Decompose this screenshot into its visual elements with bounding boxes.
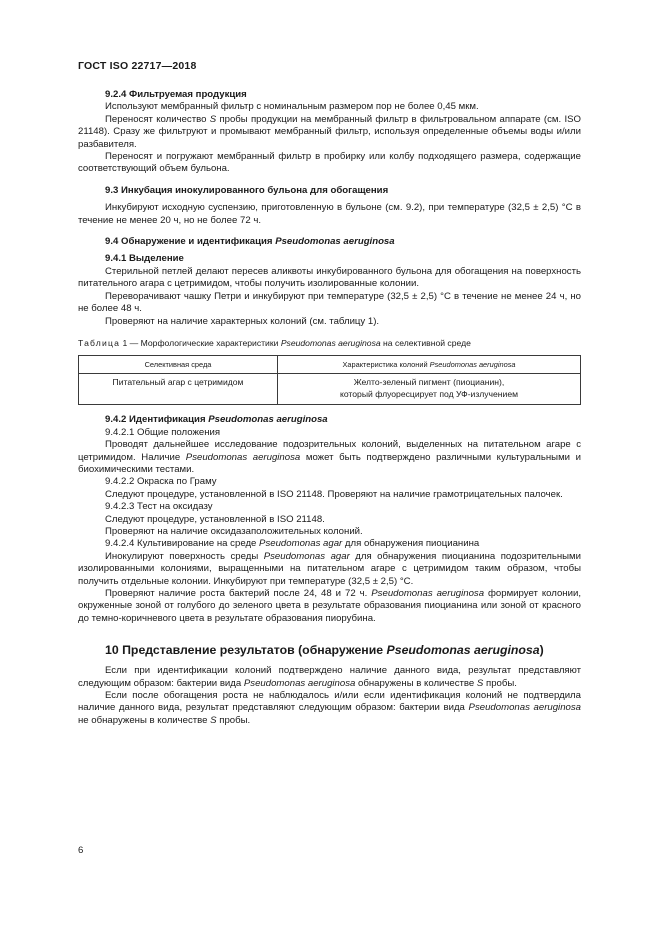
paragraph: Если при идентификации колоний подтверждено наличие данного вида, результат представляют следующим образом: бактерии вида Pseudomonas aeruginosa обнаружены в количестве S пробы. (78, 665, 581, 689)
section-heading-9-4-1: 9.4.1 Выделение (105, 253, 184, 265)
subsection-heading: 9.4.2.2 Окраска по Граму (105, 476, 217, 488)
section-heading-9-4-2: 9.4.2 Идентификация Pseudomonas aeruginosa (105, 414, 328, 426)
table-row (79, 374, 581, 405)
paragraph: Переносят количество S пробы продукции на мембранный фильтр в фильтровальном аппарате (см. ISO 21148). Сразу же фильтруют и промывают мембранный фильтр, используя определенные объемы воды и/или разбавителя. (78, 113, 581, 150)
paragraph: Используют мембранный фильтр с номинальным размером пор не более 0,45 мкм. (105, 101, 479, 113)
paragraph: Если после обогащения роста не наблюдалось и/или если идентификация колоний не подтвердила наличие данного вида, результат представляют следующим образом: бактерии вида Pseudomonas aeruginosa не обнаружены в количестве S пробы. (78, 690, 581, 726)
table-cell: Желто-зеленый пигмент (пиоцианин), который флуоресцирует под УФ-излучением (278, 374, 581, 405)
paragraph: Стерильной петлей делают пересев аликвоты инкубированного бульона для обогащения на поверхность питательного агара с цетримидом, чтобы получить изолированные колонии. (78, 265, 581, 290)
table-header-cell: Характеристика колоний Pseudomonas aeruginosa (278, 356, 581, 374)
standard-designation: ГОСТ ISO 22717—2018 (78, 60, 197, 72)
paragraph: Переворачивают чашку Петри и инкубируют при температуре (32,5 ± 2,5) °С в течение не менее 24 ч, но не более 48 ч. (78, 290, 581, 315)
subsection-heading: 9.4.2.3 Тест на оксидазу (105, 501, 213, 513)
subsection-heading: 9.4.2.1 Общие положения (105, 426, 221, 438)
page-number: 6 (78, 845, 84, 856)
paragraph: Проверяют наличие роста бактерий после 24, 48 и 72 ч. Pseudomonas aeruginosa формирует колонии, окруженные зоной от голубого до зеленого цвета в результате образования пиоцианина или зоной от красного до темно-коричневого цвета в результате образования пиорубина. (78, 588, 581, 624)
section-heading-9-2-4: 9.2.4 Фильтруемая продукция (105, 89, 247, 100)
table-header-cell: Селективная среда (79, 356, 278, 374)
paragraph: Следуют процедуре, установленной в ISO 21148. (105, 513, 325, 525)
subsection-heading: 9.4.2.4 Культивирование на среде Pseudomonas agar для обнаружения пиоцианина (105, 538, 480, 550)
paragraph: Следуют процедуре, установленной в ISO 21148. Проверяют на наличие грамотрицательных палочек. (105, 488, 563, 500)
paragraph: Инокулируют поверхность среды Pseudomonas agar для обнаружения пиоцианина подозрительными изолированными колониями, выращенными на питательном агаре с цетримидом таким образом, чтобы получить отдельные колонии. Инкубируют при температуре (32,5 ± 2,5) °С. (78, 550, 581, 587)
page-content (78, 89, 581, 727)
table-cell: Питательный агар с цетримидом (79, 374, 278, 405)
table-header-row (79, 356, 581, 374)
morphology-table (78, 355, 581, 405)
paragraph: Проводят дальнейшее исследование подозрительных колоний, выделенных на питательном агаре с цетримидом. Наличие Pseudomonas aeruginosa может быть подтверждено различными культуральными и биохимическими тестами. (78, 439, 581, 475)
paragraph: Проверяют на наличие характерных колоний (см. таблицу 1). (105, 315, 380, 327)
section-heading-10: 10 Представление результатов (обнаружение Pseudomonas aeruginosa) (105, 643, 544, 658)
section-heading-9-4: 9.4 Обнаружение и идентификация Pseudomonas aeruginosa (105, 236, 395, 248)
paragraph: Инкубируют исходную суспензию, приготовленную в бульоне (см. 9.2), при температуре (32,5 ± 2,5) °С в течение не менее 20 ч, но не более 72 ч. (78, 202, 581, 226)
section-heading-9-3: 9.3 Инкубация инокулированного бульона для обогащения (105, 184, 389, 196)
table-caption: Таблица 1 — Морфологические характеристики Pseudomonas aeruginosa на селективной среде (78, 337, 471, 348)
paragraph: Переносят и погружают мембранный фильтр в пробирку или колбу подходящего размера, содержащие соответствующий объем бульона. (78, 151, 581, 175)
paragraph: Проверяют на наличие оксидазаположительных колоний. (105, 525, 363, 537)
